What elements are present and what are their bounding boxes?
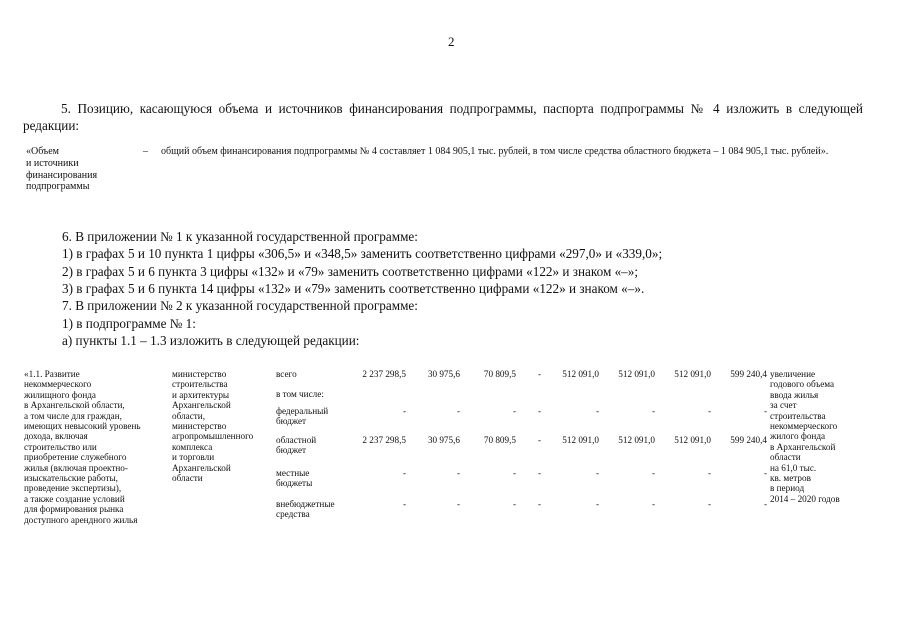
table-source-cell: в том числе: [276, 389, 324, 399]
table-result-cell: увеличение годового объема ввода жилья за счет строительства некоммерческого жилого фонда в Архангельской области на 61,0 тыс. кв. метров в период 2014 – 2020 годов [770, 369, 840, 504]
table-value-cell: 599 240,4 [730, 435, 767, 445]
item-6-sub-2: 2) в графах 5 и 6 пункта 3 цифры «132» и «79» заменить соответственно цифрами «122» и знаком «–»; [62, 264, 639, 279]
table-value-cell: 512 091,0 [674, 369, 711, 379]
table-value-cell: 30 975,6 [427, 369, 460, 379]
table-value-cell: - [537, 369, 541, 379]
table-value-cell: - [707, 406, 711, 416]
table-value-cell: - [763, 468, 767, 478]
table-value-cell: - [595, 406, 599, 416]
table-value-cell: - [512, 499, 516, 509]
item-5-paragraph: 5. Позицию, касающуюся объема и источников финансирования подпрограммы, паспорта подпрограммы № 4 изложить в следующей редакции: [23, 101, 863, 133]
table-value-cell: - [512, 406, 516, 416]
table-value-cell: - [456, 406, 460, 416]
position-label: «Объем и источники финансирования подпрограммы [26, 146, 98, 193]
item-7-heading: 7. В приложении № 2 к указанной государственной программе: [62, 298, 418, 313]
table-activity-cell: «1.1. Развитие некоммерческого жилищного фонда в Архангельской области, а том числе для граждан, имеющих невысокий уровень дохода, включая строительство или приобретение служебного жилья (включая проектно- изыскательские работы, проведение экспертизы), а также создание условий для формирования рынка доступного арендного жилья [24, 369, 141, 525]
page-number: 2 [448, 34, 455, 49]
table-value-cell: - [763, 499, 767, 509]
table-value-cell: 70 809,5 [483, 369, 516, 379]
table-value-cell: 70 809,5 [483, 435, 516, 445]
table-value-cell: - [651, 499, 655, 509]
table-value-cell: - [402, 499, 406, 509]
table-value-cell: 512 091,0 [674, 435, 711, 445]
table-source-cell: внебюджетные средства [276, 499, 335, 520]
table-executor-cell: министерство строительства и архитектуры Архангельской области, министерство агропромышленного комплекса и торговли Архангельской области [172, 369, 254, 484]
table-value-cell: - [707, 468, 711, 478]
table-value-cell: - [512, 468, 516, 478]
table-value-cell: - [537, 406, 541, 416]
table-value-cell: - [651, 406, 655, 416]
item-6-heading: 6. В приложении № 1 к указанной государственной программе: [62, 229, 418, 244]
table-value-cell: - [537, 435, 541, 445]
table-value-cell: 512 091,0 [618, 435, 655, 445]
item-6-sub-1: 1) в графах 5 и 10 пункта 1 цифры «306,5» и «348,5» заменить соответственно цифрами «297,0» и «339,0»; [62, 246, 663, 261]
position-dash: – [143, 146, 148, 157]
table-value-cell: 30 975,6 [427, 435, 460, 445]
table-source-cell: всего [276, 369, 297, 379]
table-value-cell: - [456, 499, 460, 509]
table-value-cell: - [456, 468, 460, 478]
table-value-cell: - [595, 499, 599, 509]
table-value-cell: - [595, 468, 599, 478]
table-value-cell: 599 240,4 [730, 369, 767, 379]
table-source-cell: федеральный бюджет [276, 406, 329, 427]
item-6-sub-3: 3) в графах 5 и 6 пункта 14 цифры «132» и «79» заменить соответственно цифрами «122» и знаком «–». [62, 281, 645, 296]
table-value-cell: 512 091,0 [562, 435, 599, 445]
table-value-cell: - [537, 499, 541, 509]
table-value-cell: - [763, 406, 767, 416]
table-value-cell: - [537, 468, 541, 478]
item-7-sub-1: 1) в подпрограмме № 1: [62, 316, 196, 331]
table-value-cell: 2 237 298,5 [362, 369, 406, 379]
position-text: общий объем финансирования подпрограммы № 4 составляет 1 084 905,1 тыс. рублей, в том числе средства областного бюджета – 1 084 905,1 тыс. рублей». [161, 146, 829, 157]
table-value-cell: 512 091,0 [618, 369, 655, 379]
table-value-cell: - [707, 499, 711, 509]
table-source-cell: областной бюджет [276, 435, 317, 456]
item-7-sub-a: а) пункты 1.1 – 1.3 изложить в следующей редакции: [62, 333, 360, 348]
table-value-cell: 512 091,0 [562, 369, 599, 379]
table-value-cell: - [402, 468, 406, 478]
table-value-cell: 2 237 298,5 [362, 435, 406, 445]
table-source-cell: местные бюджеты [276, 468, 313, 489]
table-value-cell: - [402, 406, 406, 416]
table-value-cell: - [651, 468, 655, 478]
